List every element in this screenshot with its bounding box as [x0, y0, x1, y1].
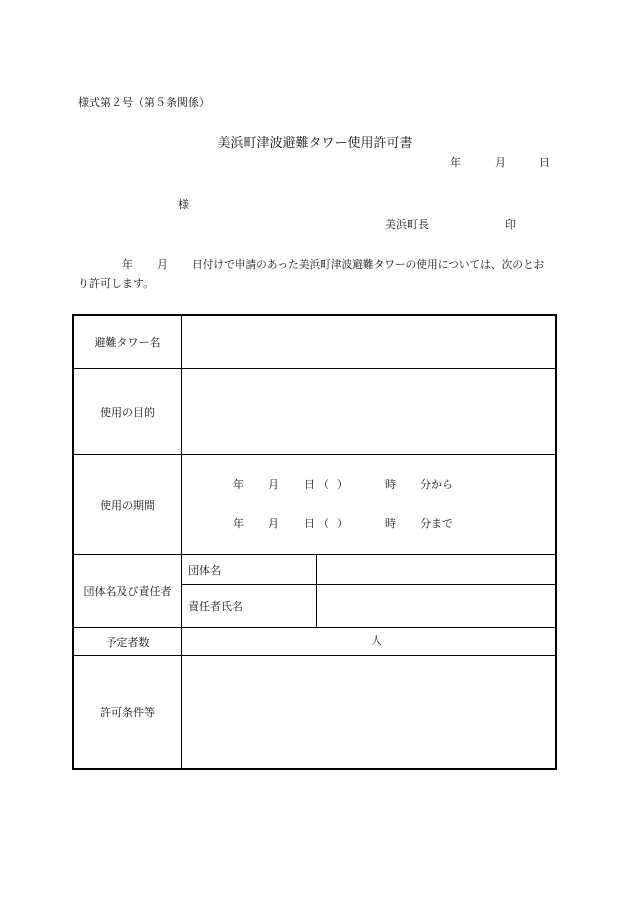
label-text: 許可条件等	[100, 707, 155, 719]
period-start-paren-close: ）	[337, 479, 348, 491]
label-text: 予定者数	[105, 636, 150, 649]
sub-label-group-name	[182, 555, 317, 585]
period-end-day: 日	[304, 518, 315, 530]
sub-value-representative	[317, 585, 555, 628]
period-end-paren-open: （	[318, 518, 329, 530]
headcount-unit: 人	[371, 635, 382, 647]
date-day: 日	[539, 157, 550, 169]
period-end-paren-close: ）	[337, 518, 348, 530]
addressee-suffix: 様	[178, 199, 189, 211]
document-title: 美浜町津波避難タワー使用許可書	[217, 135, 413, 150]
label-text: 責任者氏名	[188, 601, 243, 613]
period-start-hour: 時	[385, 479, 396, 491]
row-label-headcount	[74, 628, 182, 656]
form-number: 様式第２号（第５条関係）	[78, 97, 210, 109]
row-value-conditions	[182, 656, 555, 768]
label-text: 団体名	[188, 564, 221, 577]
label-text: 使用の期間	[100, 499, 155, 512]
permit-table	[72, 314, 557, 770]
row-label-tower-name	[74, 316, 182, 369]
date-month: 月	[495, 157, 506, 169]
row-value-period	[182, 455, 555, 555]
sub-value-group-name	[317, 555, 555, 585]
period-start-paren-open: （	[318, 479, 329, 491]
body-line2-text: り許可します。	[78, 278, 155, 290]
issuer-name: 美浜町長	[385, 219, 429, 231]
row-value-tower-name	[182, 316, 555, 369]
period-start-year: 年	[233, 479, 244, 491]
body-year: 年	[122, 259, 133, 271]
row-label-conditions	[74, 656, 182, 768]
label-text: 使用の目的	[100, 406, 155, 419]
period-end-month: 月	[268, 518, 279, 530]
body-line1-text: 日付けで申請のあった美浜町津波避難タワーの使用については、次のとお	[192, 259, 545, 271]
period-start-month: 月	[268, 479, 279, 491]
body-month: 月	[157, 259, 168, 271]
period-end-year: 年	[233, 518, 244, 530]
sub-label-representative	[182, 585, 317, 628]
issuer-seal: 印	[505, 219, 516, 231]
period-start-minute: 分から	[420, 479, 453, 491]
label-text: 団体名及び責任者	[83, 586, 172, 598]
row-label-group	[74, 555, 182, 628]
date-year: 年	[450, 157, 461, 169]
row-label-period	[74, 455, 182, 555]
period-start-day: 日	[304, 479, 315, 491]
period-end-minute: 分まで	[420, 518, 453, 530]
row-value-purpose	[182, 369, 555, 455]
row-label-purpose	[74, 369, 182, 455]
label-text: 避難タワー名	[94, 337, 161, 349]
row-value-headcount	[182, 628, 555, 656]
period-end-hour: 時	[385, 518, 396, 530]
